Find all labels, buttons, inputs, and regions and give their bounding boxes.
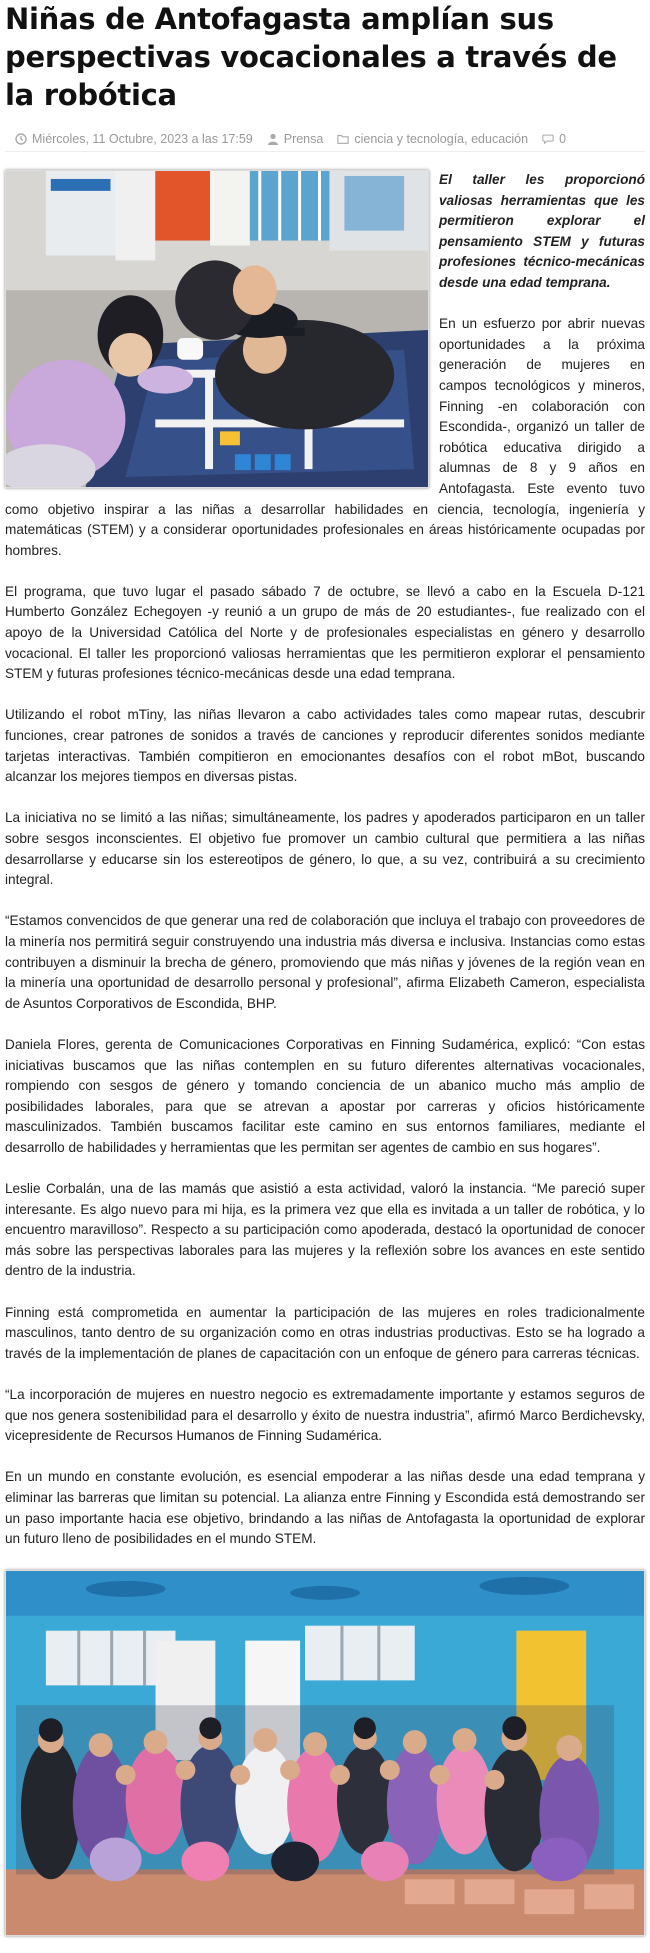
clock-icon — [15, 133, 27, 145]
meta-comments-count[interactable]: 0 — [559, 131, 567, 146]
article-paragraph: El programa, que tuvo lugar el pasado sábado 7 de octubre, se llevó a cabo en la Escuela D-121 Humberto González Echegoyen -y reunió a un grupo de más de 20 estudiantes-, fue realizado con el apoyo de la Universidad Católica del Norte y de profesionales especialistas en género y desarrollo vocacional. El taller les proporcionó valiosas herramientas que les permitieron explorar el pensamiento STEM y futuras profesiones técnico-mecánicas desde una edad temprana. — [5, 583, 645, 682]
article-paragraph: “La incorporación de mujeres en nuestro negocio es extremadamente importante y estamos seguros de que nos genera sostenibilidad para el desarrollo y éxito de nuestra industria”, afirmó Marco Berdichevsky, vicepresidente de Recursos Humanos de Finning Sudamérica. — [5, 1387, 645, 1444]
meta-date-text: Miércoles, 11 Octubre, 2023 a las 17:59 — [32, 131, 253, 146]
category-link-ciencia[interactable]: ciencia y tecnología — [354, 131, 465, 146]
meta-date — [15, 132, 253, 146]
article-paragraph: Leslie Corbalán, una de las mamás que asistió a esta actividad, valoró la instancia. “Me pareció super interesante. Es algo nuevo para mi hija, es la primera vez que ella es invitada a un taller de robótica, y lo encuentro maravilloso”. Respecto a su participación como apoderada, destacó la oportunidad de conocer más sobre las perspectivas laborales para las mujeres y la reflexión sobre los avances en este sentido dentro de la industria. — [5, 1181, 645, 1279]
article-photo-group — [5, 1570, 645, 1936]
meta-categories — [337, 132, 528, 146]
article-paragraph: Finning está comprometida en aumentar la participación de las mujeres en roles tradicionalmente masculinos, tanto dentro de su organización como en otras industrias productivas. Esto se ha logrado a través de la implementación de planes de capacitación con un enfoque de género para carreras técnicas. — [5, 1304, 645, 1361]
article-paragraph: Utilizando el robot mTiny, las niñas llevaron a cabo actividades tales como mapear rutas, descubrir funciones, crear patrones de sonidos a través de canciones y reproducir diferentes sonidos mediante tarjetas interactivas. También compitieron en emocionantes desafíos con el robot mBot, buscando alcanzar los mejores tiempos en diversas pistas. — [5, 707, 645, 785]
page-title: Niñas de Antofagasta amplían sus perspectivas vocacionales a través de la robótica — [5, 2, 617, 112]
article-paragraph: En un esfuerzo por abrir nuevas oportunidades a la próxima generación de mujeres en campos tecnológicos y mineros, Finning -en colaboración con Escondida-, organizó un taller de robótica educativa dirigido a alumnas de 8 y 9 años en Antofagasta. Este evento tuvo como objetivo inspirar a las niñas a desarrollar habilidades en ciencia, tecnología, ingeniería y matemáticas (STEM) y a considerar oportunidades profesionales en áreas históricamente ocupadas por hombres. — [5, 316, 645, 558]
article-meta — [5, 126, 645, 152]
article-lede: El taller les proporcionó valiosas herramientas que les permitieron explorar el pensamiento STEM y futuras profesiones técnico-mecánicas desde una edad temprana. — [439, 172, 645, 290]
article-paragraph: “Estamos convencidos de que generar una red de colaboración que incluya el trabajo con proveedores de la minería nos permitirá seguir construyendo una industria más diversa e inclusiva. Instancias como estas contribuyen a disminuir la brecha de género, promoviendo que más niñas y jóvenes de la región vean en la minería una oportunidad de desarrollo personal y profesional”, afirma Elizabeth Cameron, especialista de Asuntos Corporativos de Escondida, BHP. — [5, 913, 645, 1011]
folder-icon — [337, 133, 349, 145]
meta-author[interactable] — [267, 132, 324, 146]
meta-comments[interactable] — [542, 132, 566, 146]
category-separator: , — [464, 131, 472, 146]
meta-author-text[interactable]: Prensa — [283, 131, 324, 146]
category-link-educacion[interactable]: educación — [471, 131, 529, 146]
article-paragraph: En un mundo en constante evolución, es esencial empoderar a las niñas desde una edad temprana y eliminar las barreras que limitan su potencial. La alianza entre Finning y Escondida está demostrando ser un paso importante hacia ese objetivo, brindando a las niñas de Antofagasta la oportunidad de explorar un futuro lleno de posibilidades en el mundo STEM. — [5, 1469, 645, 1547]
user-icon — [267, 133, 279, 145]
article-paragraph: Daniela Flores, gerenta de Comunicaciones Corporativas en Finning Sudamérica, explicó: “Con estas iniciativas buscamos que las niñas contemplen en su futuro diferentes alternativas vocacionales, rompiendo con sesgos de género y tomando conciencia de un abanico mucho más amplio de posibilidades laborales, para que se atrevan a apostar por carreras y oficios históricamente masculinizados. También buscamos facilitar este camino en sus entornos familiares, mediante el desarrollo de habilidades y herramientas que les permitan ser agentes de cambio en sus hogares”. — [5, 1036, 645, 1155]
article-body — [5, 170, 645, 1936]
article-paragraph: La iniciativa no se limitó a las niñas; simultáneamente, los padres y apoderados participaron en un taller sobre sesgos inconscientes. El objetivo fue promover un cambio cultural que permitiera a las niñas desarrollarse y educarse sin los estereotipos de género, lo que, a su vez, contribuirá a su crecimiento integral. — [5, 810, 645, 888]
article-photo-robotics-workshop — [5, 170, 429, 488]
comment-icon — [542, 133, 554, 145]
